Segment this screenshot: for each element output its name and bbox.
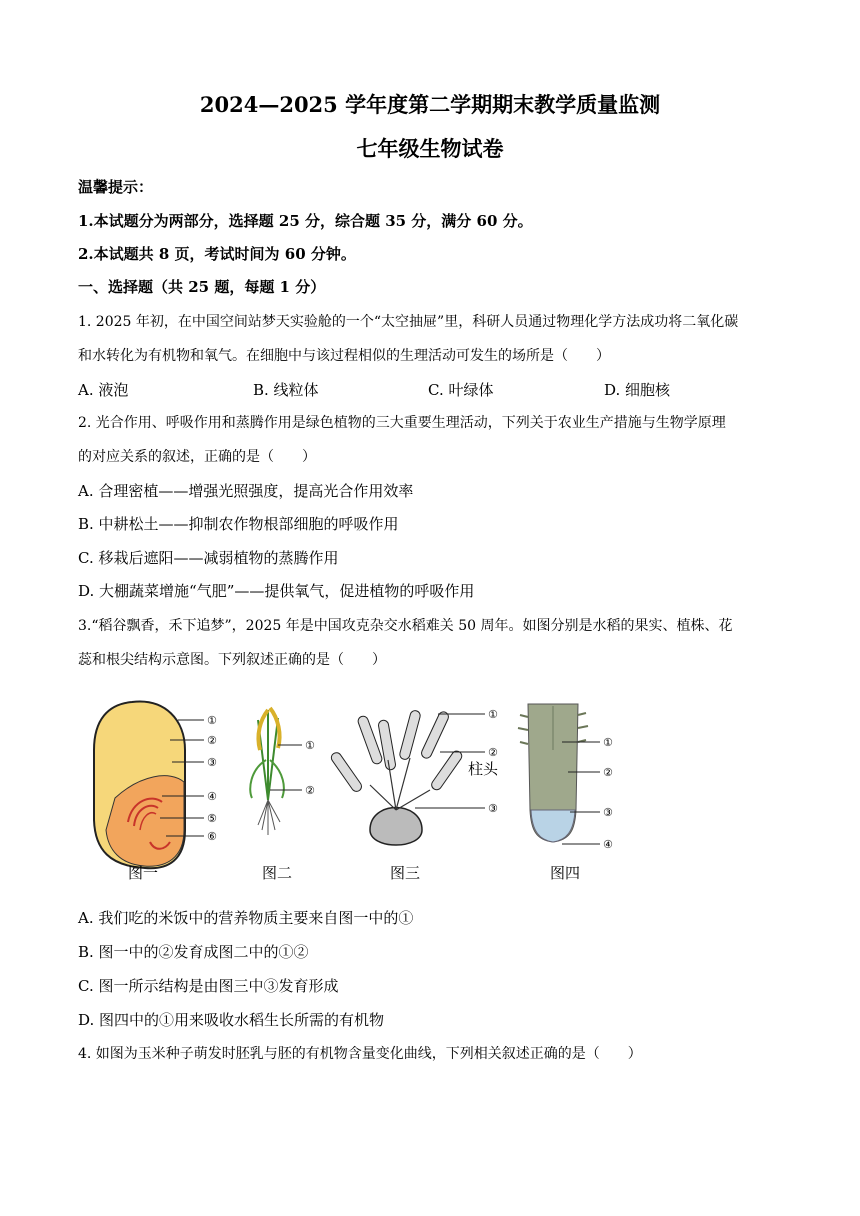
q1-option-c: C. 叶绿体 (428, 381, 494, 399)
exam-subtitle: 七年级生物试卷 (356, 136, 504, 161)
q2-option-a: A. 合理密植——增强光照强度，提高光合作用效率 (78, 482, 414, 500)
q2-option-c: C. 移栽后遮阳——减弱植物的蒸腾作用 (78, 549, 339, 567)
figure-2-caption: 图二 (262, 864, 293, 882)
q3-option-b: B. 图一中的②发育成图二中的①② (78, 943, 309, 961)
section-heading: 一、选择题（共 25 题，每题 1 分） (78, 278, 326, 296)
figure-3-label-2: ② (488, 746, 498, 759)
figure-3-label-1: ① (488, 708, 498, 721)
figure-4-root-tip (518, 704, 613, 882)
figure-1-label-4: ④ (207, 790, 217, 803)
exam-title: 2024—2025 学年度第二学期期末教学质量监测 (199, 92, 661, 117)
figure-4-label-1: ① (603, 736, 613, 749)
figure-1-label-5: ⑤ (207, 812, 217, 825)
figure-1-rice-grain (94, 702, 217, 882)
q2-option-d: D. 大棚蔬菜增施“气肥”——提供氧气，促进植物的呼吸作用 (78, 582, 475, 600)
q3-stem-line-1: 3.“稻谷飘香，禾下追梦”，2025 年是中国攻克杂交水稻难关 50 周年。如图分别是水稻的果实、植株、花 (78, 618, 733, 634)
figure-3-stigma-label: 柱头 (468, 760, 499, 778)
figure-2-label-2: ② (305, 784, 315, 797)
figure-1-label-2: ② (207, 734, 217, 747)
figure-4-caption: 图四 (550, 864, 581, 882)
q2-option-b: B. 中耕松土——抑制农作物根部细胞的呼吸作用 (78, 515, 399, 533)
q1-option-d: D. 细胞核 (604, 381, 671, 399)
q3-stem-line-2: 蕊和根尖结构示意图。下列叙述正确的是（ ） (78, 652, 386, 668)
figure-4-label-3: ③ (603, 806, 613, 819)
figure-3-rice-flower (329, 708, 499, 882)
figure-3-caption: 图三 (390, 864, 421, 882)
figure-2-rice-plant (250, 708, 315, 882)
q1-stem-line-1: 1. 2025 年初，在中国空间站梦天实验舱的一个“太空抽屉”里，科研人员通过物理化学方法成功将二氧化碳 (78, 314, 739, 330)
q4-stem-line-1: 4. 如图为玉米种子萌发时胚乳与胚的有机物含量变化曲线，下列相关叙述正确的是（ ） (78, 1046, 642, 1062)
q3-option-c: C. 图一所示结构是由图三中③发育形成 (78, 977, 339, 995)
q2-stem-line-2: 的对应关系的叙述，正确的是（ ） (78, 449, 316, 465)
q3-option-a: A. 我们吃的米饭中的营养物质主要来自图一中的① (78, 909, 414, 927)
figure-1-caption: 图一 (128, 864, 159, 882)
figure-1-label-3: ③ (207, 756, 217, 769)
figure-3-label-3: ③ (488, 802, 498, 815)
q1-option-b: B. 线粒体 (253, 381, 319, 399)
q3-option-d: D. 图四中的①用来吸收水稻生长所需的有机物 (78, 1011, 385, 1029)
q1-option-a: A. 液泡 (78, 381, 129, 399)
figure-2-label-1: ① (305, 739, 315, 752)
notice-heading: 温馨提示： (78, 178, 154, 196)
notice-line-1: 1.本试题分为两部分，选择题 25 分，综合题 35 分，满分 60 分。 (78, 212, 533, 230)
q1-stem-line-2: 和水转化为有机物和氧气。在细胞中与该过程相似的生理活动可发生的场所是（ ） (78, 348, 610, 364)
rice-structure-figures (70, 690, 650, 890)
notice-line-2: 2.本试题共 8 页，考试时间为 60 分钟。 (78, 245, 356, 263)
figure-4-label-2: ② (603, 766, 613, 779)
figure-1-label-1: ① (207, 714, 217, 727)
figure-4-label-4: ④ (603, 838, 613, 851)
q2-stem-line-1: 2. 光合作用、呼吸作用和蒸腾作用是绿色植物的三大重要生理活动，下列关于农业生产措施与生物学原理 (78, 415, 726, 431)
figure-1-label-6: ⑥ (207, 830, 217, 843)
